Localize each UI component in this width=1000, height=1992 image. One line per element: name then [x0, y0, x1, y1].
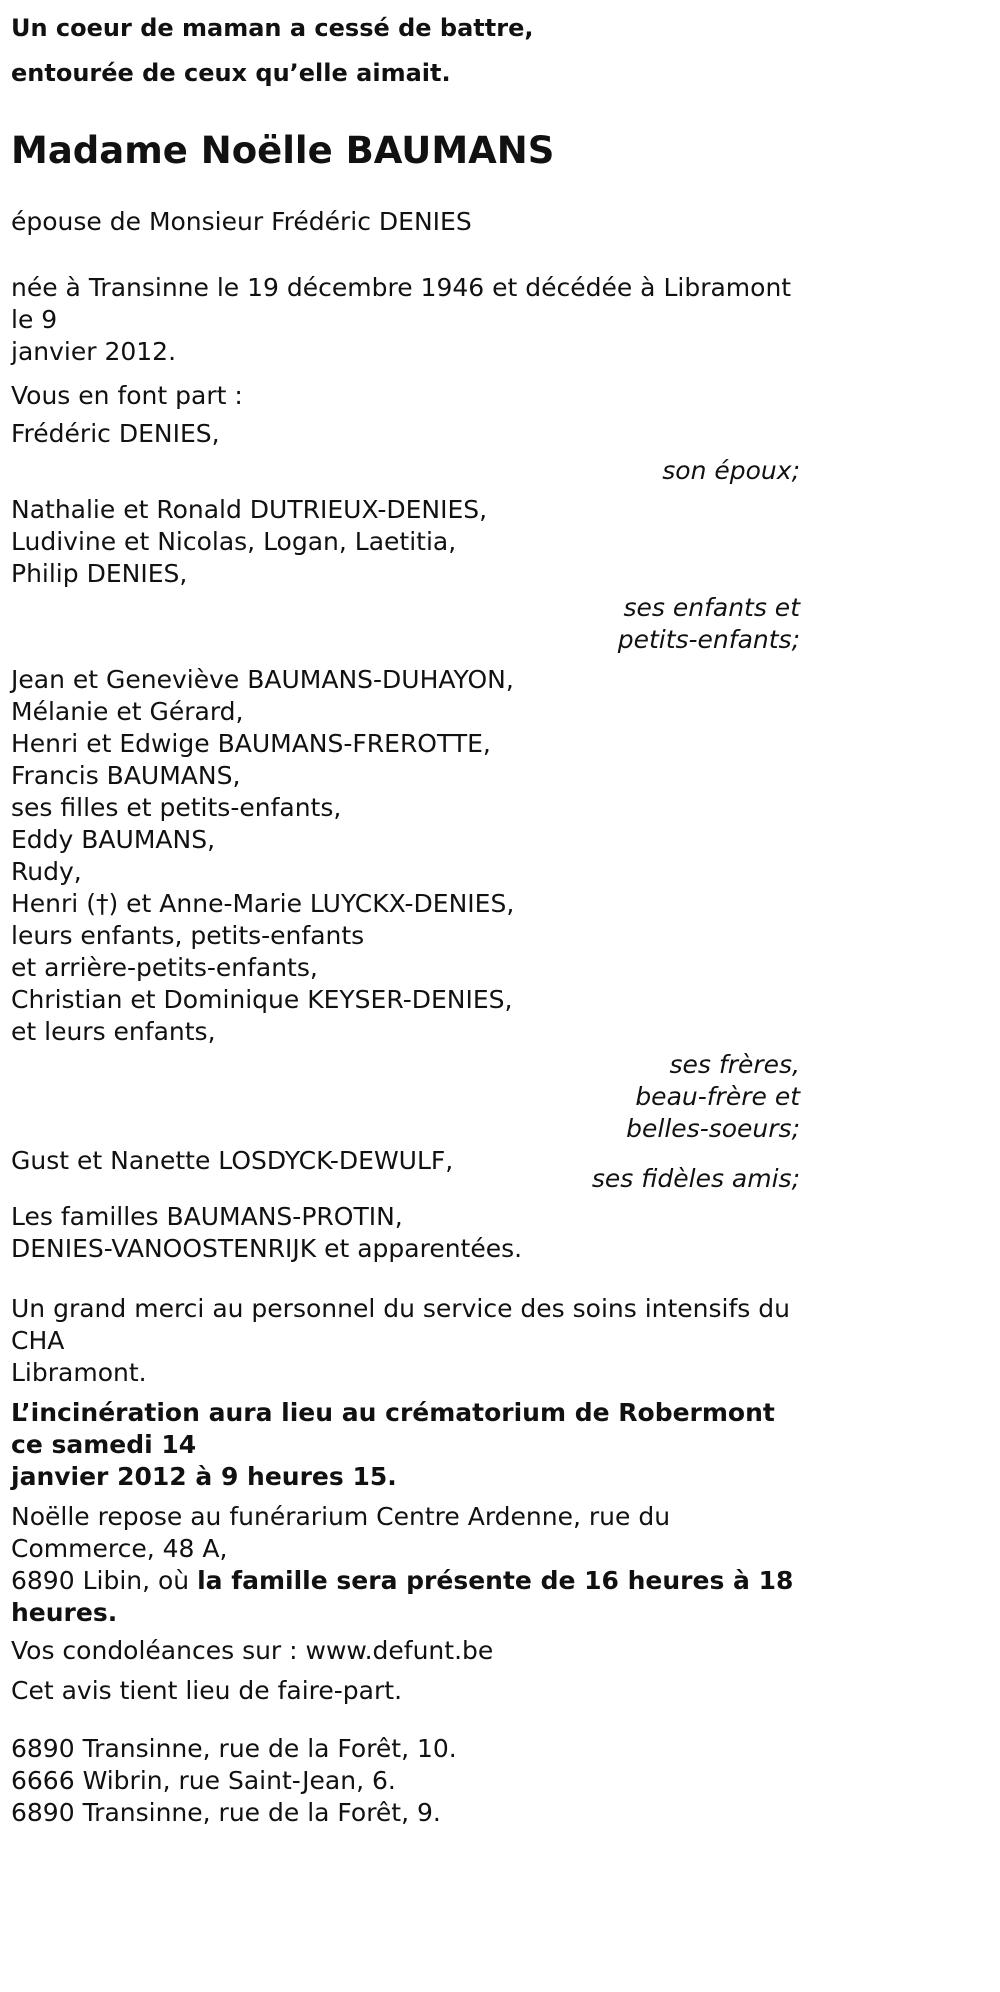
family-name: Henri (†) et Anne-Marie LUYCKX-DENIES, [11, 889, 515, 918]
family-name: Philip DENIES, [11, 559, 188, 588]
family-name: et leurs enfants, [11, 1017, 216, 1046]
family-name: ses filles et petits-enfants, [11, 793, 342, 822]
family-name: Nathalie et Ronald DUTRIEUX-DENIES, [11, 495, 488, 524]
condolences-line: Vos condoléances sur : www.defunt.be [11, 1636, 494, 1665]
intro-line: Un coeur de maman a cessé de battre, [11, 14, 534, 42]
family-name: Mélanie et Gérard, [11, 697, 244, 726]
role-line: ses fidèles amis; [591, 1164, 800, 1193]
family-name: Ludivine et Nicolas, Logan, Laetitia, [11, 527, 457, 556]
families-line: DENIES-VANOOSTENRIJK et apparentées. [11, 1234, 523, 1263]
family-name: Frédéric DENIES, [11, 419, 220, 448]
repose-text [11, 1501, 800, 1629]
address-line: 6890 Transinne, rue de la Forêt, 10. [11, 1734, 457, 1763]
repose-line [11, 1565, 800, 1629]
address-line: 6666 Wibrin, rue Saint-Jean, 6. [11, 1766, 396, 1795]
spouse-line: épouse de Monsieur Frédéric DENIES [11, 207, 472, 236]
thanks-line: Un grand merci au personnel du service des soins intensifs du CHA [11, 1294, 790, 1355]
family-name: Rudy, [11, 857, 82, 886]
repose-bold: la famille sera présente de 16 heures à 18 heures. [11, 1566, 794, 1627]
cremation-line: janvier 2012 à 9 heures 15. [11, 1462, 397, 1491]
families-text [11, 1201, 800, 1265]
birth-death-text [11, 272, 800, 368]
cremation-text [11, 1397, 800, 1493]
role-line: beau-frère et [635, 1082, 800, 1111]
family-name: Gust et Nanette LOSDYCK-DEWULF, [11, 1146, 454, 1175]
role-line: belles-soeurs; [626, 1114, 800, 1143]
family-group-siblings [11, 664, 800, 1145]
family-role [11, 592, 800, 656]
family-role [11, 452, 800, 490]
birth-death-line: janvier 2012. [11, 337, 177, 366]
family-group-friends [11, 1145, 800, 1195]
addresses [11, 1733, 800, 1829]
family-group-children [11, 494, 800, 656]
family-name: leurs enfants, petits-enfants [11, 921, 365, 950]
deceased-name: Madame Noëlle BAUMANS [11, 129, 555, 172]
repose-plain: 6890 Libin, où [11, 1566, 198, 1595]
thanks-text [11, 1293, 800, 1389]
birth-death-line: née à Transinne le 19 décembre 1946 et décédée à Libramont le 9 [11, 273, 792, 334]
role-line: ses enfants et [623, 593, 800, 622]
intro-text [11, 6, 800, 96]
family-name: Francis BAUMANS, [11, 761, 241, 790]
thanks-line: Libramont. [11, 1358, 147, 1387]
family-name: Henri et Edwige BAUMANS-FREROTTE, [11, 729, 491, 758]
family-group-spouse [11, 416, 800, 490]
family-name: Christian et Dominique KEYSER-DENIES, [11, 985, 513, 1014]
family-name: et arrière-petits-enfants, [11, 953, 318, 982]
role-line: ses frères, [669, 1050, 800, 1079]
role-line: petits-enfants; [617, 625, 800, 654]
intro-line: entourée de ceux qu’elle aimait. [11, 59, 451, 87]
family-name: Eddy BAUMANS, [11, 825, 216, 854]
cremation-line: L’incinération aura lieu au crématorium de Robermont ce samedi 14 [11, 1398, 775, 1459]
announce-line: Vous en font part : [11, 381, 243, 410]
family-name: Jean et Geneviève BAUMANS-DUHAYON, [11, 665, 514, 694]
family-role [11, 1049, 800, 1145]
address-line: 6890 Transinne, rue de la Forêt, 9. [11, 1798, 441, 1827]
notice-line: Cet avis tient lieu de faire-part. [11, 1676, 403, 1705]
role-line: son époux; [662, 456, 800, 485]
repose-line: Noëlle repose au funérarium Centre Ardenne, rue du Commerce, 48 A, [11, 1502, 671, 1563]
death-notice [0, 6, 800, 1829]
families-line: Les familles BAUMANS-PROTIN, [11, 1202, 403, 1231]
